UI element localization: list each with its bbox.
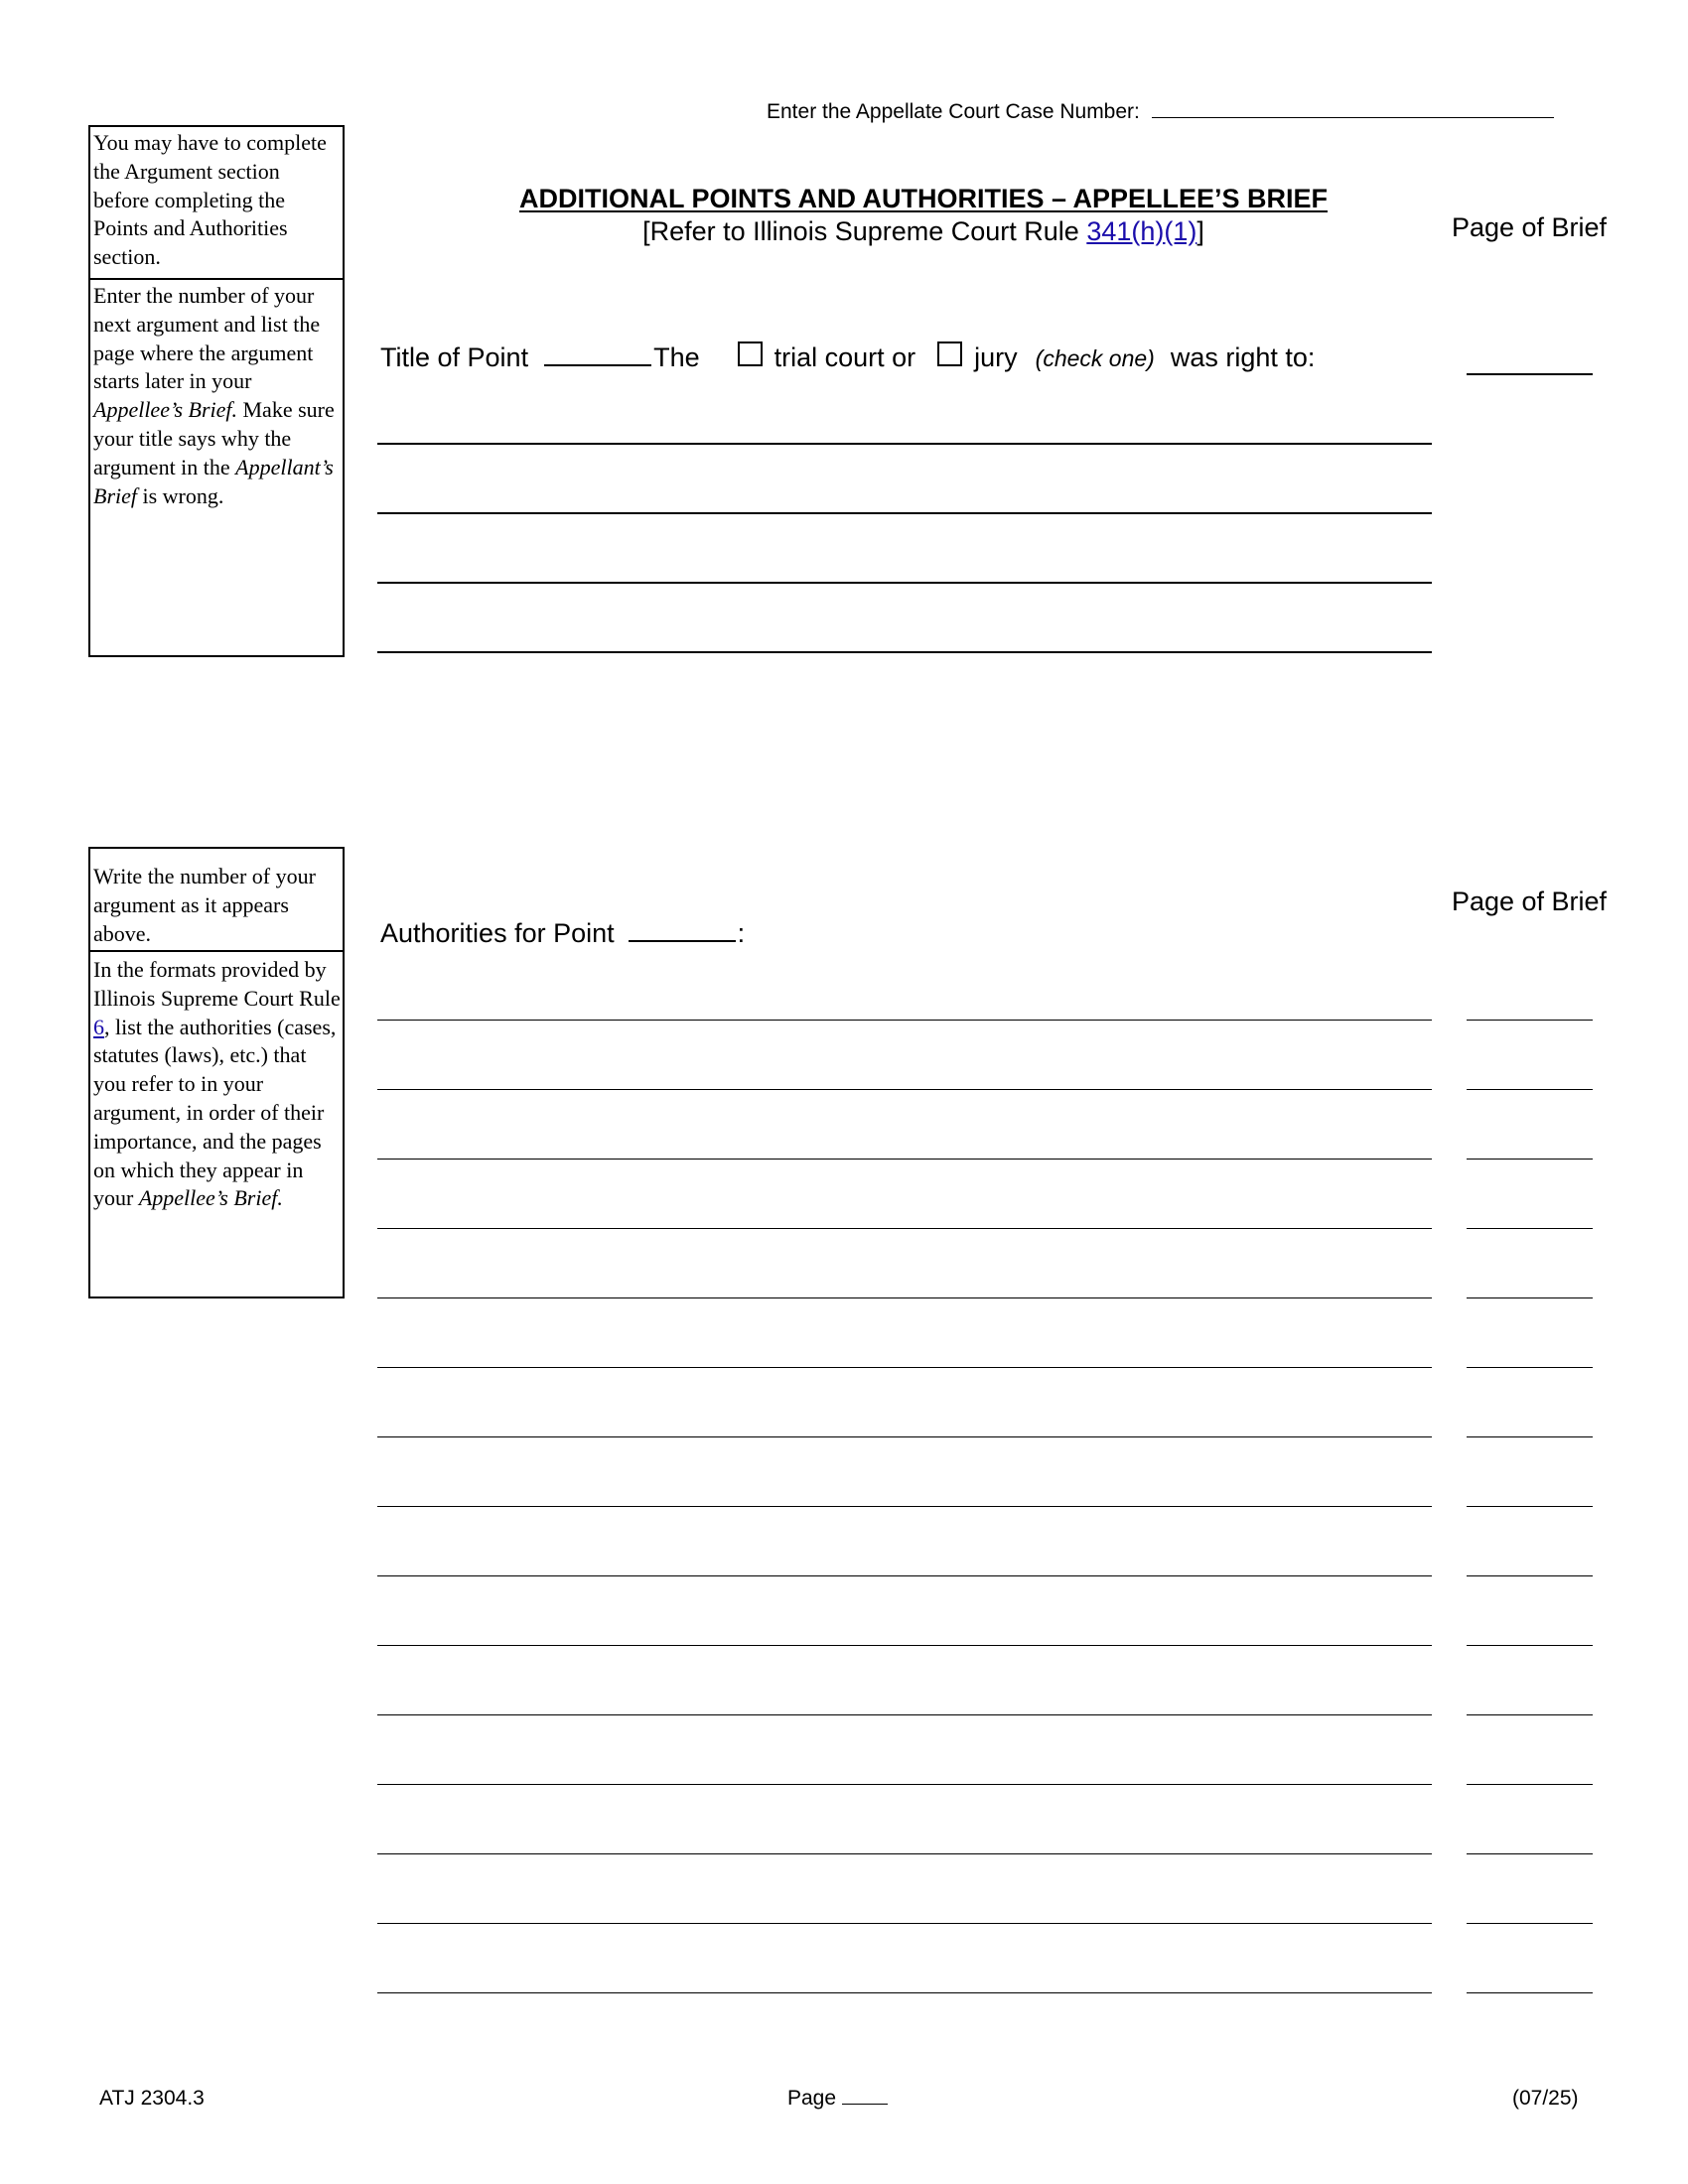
authority-line[interactable] [377, 1853, 1432, 1854]
case-number-label: Enter the Appellate Court Case Number: [767, 100, 1140, 123]
the-label: The [653, 342, 700, 372]
page-label: Page [787, 2087, 837, 2110]
trial-court-checkbox[interactable] [738, 341, 763, 366]
page-of-brief-header-top: Page of Brief [1451, 212, 1608, 242]
authority-line[interactable] [377, 1506, 1432, 1507]
point-title-line[interactable] [377, 443, 1432, 445]
authority-line[interactable] [377, 1367, 1432, 1368]
authority-page-line[interactable] [1467, 1228, 1593, 1229]
rule-6-link[interactable]: 6 [93, 1014, 104, 1039]
authority-page-line[interactable] [1467, 1645, 1593, 1646]
jury-checkbox[interactable] [937, 341, 962, 366]
authority-page-line[interactable] [1467, 1367, 1593, 1368]
authority-page-line[interactable] [1467, 1159, 1593, 1160]
authority-page-line[interactable] [1467, 1020, 1593, 1021]
authority-line[interactable] [377, 1228, 1432, 1229]
authority-page-line[interactable] [1467, 1089, 1593, 1090]
point-number-input[interactable] [544, 344, 651, 366]
point-title-line[interactable] [377, 512, 1432, 514]
check-one-note: (check one) [1035, 345, 1155, 371]
authority-page-line[interactable] [1467, 1714, 1593, 1715]
authority-page-line[interactable] [1467, 1923, 1593, 1924]
form-id: ATJ 2304.3 [99, 2087, 205, 2110]
footer-page-number [787, 2087, 888, 2111]
instruction-complete-argument: You may have to complete the Argument section before completing the Points and Authorities section. [93, 130, 327, 270]
authority-page-line[interactable] [1467, 1992, 1593, 1993]
authority-line[interactable] [377, 1297, 1432, 1298]
was-right-to-label: was right to: [1170, 342, 1316, 372]
page-number-input[interactable] [842, 2088, 888, 2105]
authorities-colon: : [737, 918, 746, 948]
point-title-line[interactable] [377, 651, 1432, 653]
authority-line[interactable] [377, 1436, 1432, 1437]
authority-line[interactable] [377, 1784, 1432, 1785]
authorities-point-input[interactable] [629, 920, 736, 942]
jury-label: jury [974, 342, 1018, 372]
authority-page-line[interactable] [1467, 1506, 1593, 1507]
authority-page-line[interactable] [1467, 1784, 1593, 1785]
trial-court-label: trial court or [774, 342, 916, 372]
form-date: (07/25) [1512, 2087, 1579, 2110]
instruction-list-authorities: In the formats provided by Illinois Supreme Court Rule 6, list the authorities (cases, statutes (laws), etc.) that you refer to in your argument, in order of their importance, and the pages on which they appear in your Appellee’s Brief. [90, 950, 343, 1213]
authority-line[interactable] [377, 1159, 1432, 1160]
page-subtitle: [Refer to Illinois Supreme Court Rule 341(h)(1)] [642, 216, 1204, 246]
instruction-box-top [88, 125, 345, 657]
authority-page-line[interactable] [1467, 1297, 1593, 1298]
instruction-box-bottom [88, 847, 345, 1298]
authority-line[interactable] [377, 1992, 1432, 1993]
title-of-point-row [380, 341, 1315, 373]
instruction-write-number: Write the number of your argument as it appears above. [93, 864, 316, 946]
page-of-brief-header-bottom: Page of Brief [1451, 887, 1608, 916]
authorities-label: Authorities for Point [380, 918, 615, 948]
authorities-row [380, 918, 745, 949]
authority-line[interactable] [377, 1714, 1432, 1715]
authority-line[interactable] [377, 1020, 1432, 1021]
authority-line[interactable] [377, 1923, 1432, 1924]
case-number-field [767, 99, 1554, 124]
authority-line[interactable] [377, 1575, 1432, 1576]
authority-page-line[interactable] [1467, 1853, 1593, 1854]
title-of-point-label: Title of Point [380, 342, 529, 372]
point-page-input[interactable] [1467, 373, 1593, 375]
authority-page-line[interactable] [1467, 1575, 1593, 1576]
authority-page-line[interactable] [1467, 1436, 1593, 1437]
instruction-enter-argument: Enter the number of your next argument and list the page where the argument starts later in your Appellee’s Brief. Make sure your title says why the argument in the Appellant’s Brief is wrong. [90, 278, 343, 510]
rule-341-link[interactable]: 341(h)(1) [1086, 216, 1197, 246]
case-number-input[interactable] [1152, 99, 1554, 118]
authority-line[interactable] [377, 1645, 1432, 1646]
page-title: ADDITIONAL POINTS AND AUTHORITIES – APPELLEE’S BRIEF [518, 184, 1329, 213]
point-title-line[interactable] [377, 582, 1432, 584]
authority-line[interactable] [377, 1089, 1432, 1090]
